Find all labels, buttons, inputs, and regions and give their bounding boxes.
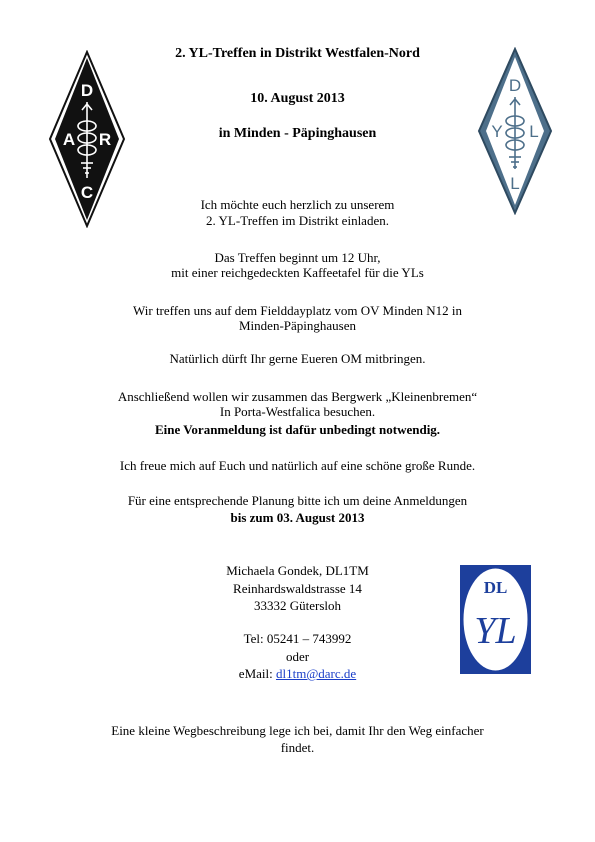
invite-line-2: 2. YL-Treffen im Distrikt einladen. xyxy=(206,213,389,228)
email-label: eMail: xyxy=(238,666,276,681)
start-line-2: mit einer reichgedeckten Kaffeetafel für die YLs xyxy=(171,265,424,280)
registration-note: Eine Voranmeldung ist dafür unbedingt notwendig. xyxy=(154,422,441,437)
darc-letter-a: A xyxy=(62,130,76,149)
page-title: 2. YL-Treffen in Distrikt Westfalen-Nord xyxy=(175,46,420,61)
email-link[interactable]: dl1tm@darc.de xyxy=(275,666,357,681)
contact-or: oder xyxy=(285,649,310,664)
dl-yl-top-text: DL xyxy=(483,578,508,597)
dyl-letter-y: Y xyxy=(491,122,503,141)
darc-letter-r: R xyxy=(98,130,112,149)
event-date: 10. August 2013 xyxy=(250,91,345,106)
mine-line-2: In Porta-Westfalica besuchen. xyxy=(219,404,376,419)
registration-deadline: bis zum 03. August 2013 xyxy=(230,510,365,525)
contact-tel: Tel: 05241 – 743992 xyxy=(243,631,352,646)
contact-city: 33332 Gütersloh xyxy=(253,598,342,613)
invite-line-1: Ich möchte euch herzlich zu unserem xyxy=(200,197,395,212)
om-line: Natürlich dürft Ihr gerne Eueren OM mitbringen. xyxy=(169,351,426,366)
dl-yl-script-text: YL xyxy=(474,610,517,652)
meet-line-2: Minden-Päpinghausen xyxy=(239,318,356,333)
darc-letter-d: D xyxy=(80,81,94,100)
meet-line-1: Wir treffen uns auf dem Fielddayplatz vom OV Minden N12 in xyxy=(133,303,462,318)
contact-email-row xyxy=(0,666,595,682)
plan-line: Für eine entsprechende Planung bitte ich um deine Anmeldungen xyxy=(127,493,468,508)
dyl-letter-l-bottom: L xyxy=(510,174,520,193)
dyl-letter-d: D xyxy=(508,76,522,95)
darc-letter-c: C xyxy=(80,183,94,202)
start-line-1: Das Treffen beginnt um 12 Uhr, xyxy=(214,250,381,265)
footer-line-1: Eine kleine Wegbeschreibung lege ich bei, damit Ihr den Weg einfacher xyxy=(111,723,484,738)
contact-street: Reinhardswaldstrasse 14 xyxy=(233,581,362,596)
event-place: in Minden - Päpinghausen xyxy=(218,126,377,141)
dyl-letter-l: L xyxy=(529,122,539,141)
mine-line-1: Anschließend wollen wir zusammen das Bergwerk „Kleinenbremen“ xyxy=(117,389,478,404)
footer-line-2: findet. xyxy=(280,740,315,755)
contact-name: Michaela Gondek, DL1TM xyxy=(226,563,369,578)
round-line: Ich freue mich auf Euch und natürlich auf eine schöne große Runde. xyxy=(119,458,476,473)
